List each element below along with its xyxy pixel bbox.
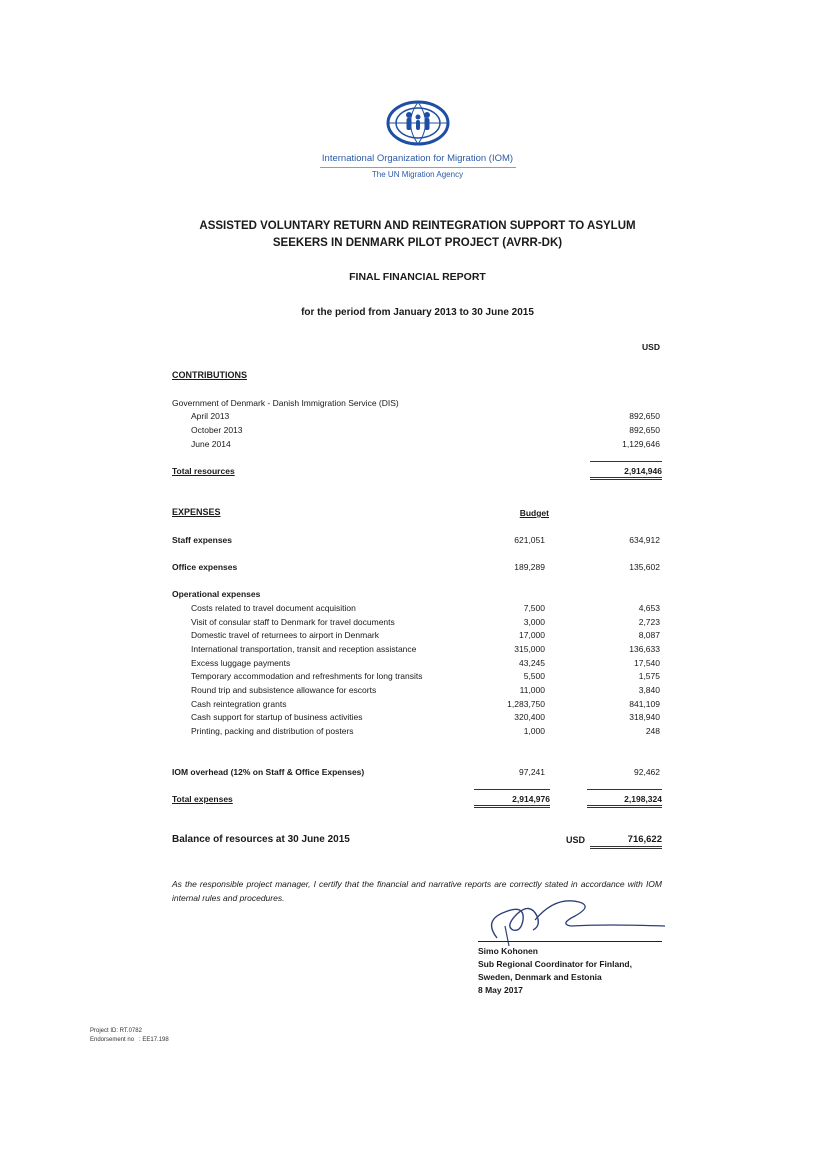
- expense-line-actual: 4,653: [638, 603, 660, 613]
- expense-line-budget: 1,283,750: [507, 699, 545, 709]
- expense-line-label: Printing, packing and distribution of posters: [191, 726, 354, 736]
- total-expenses-actual: [587, 789, 662, 808]
- iom-logo-icon: [385, 100, 451, 146]
- contribution-amount: 892,650: [629, 425, 660, 435]
- report-subtitle: FINAL FINANCIAL REPORT: [349, 271, 486, 283]
- report-title-line2: SEEKERS IN DENMARK PILOT PROJECT (AVRR-DK): [272, 237, 563, 249]
- contribution-amount: 892,650: [629, 411, 660, 421]
- expense-line-budget: 5,500: [523, 671, 545, 681]
- total-expenses-budget: [474, 789, 550, 808]
- signatory-position-line1: Sub Regional Coordinator for Finland,: [478, 959, 632, 969]
- organization-tagline: The UN Migration Agency: [371, 170, 464, 179]
- overhead-label: IOM overhead (12% on Staff & Office Expenses): [172, 767, 365, 777]
- report-title-line1: ASSISTED VOLUNTARY RETURN AND REINTEGRATION SUPPORT TO ASYLUM: [199, 220, 636, 232]
- expense-line-actual: 318,940: [629, 712, 660, 722]
- expense-line-actual: 8,087: [638, 630, 660, 640]
- balance-label: Balance of resources at 30 June 2015: [172, 834, 350, 845]
- expense-line-actual: 3,840: [638, 685, 660, 695]
- expense-line-actual: 17,540: [634, 658, 660, 668]
- expense-line-actual: 1,575: [638, 671, 660, 681]
- contributions-heading: CONTRIBUTIONS: [172, 370, 247, 380]
- expense-line-label: Visit of consular staff to Denmark for travel documents: [191, 617, 395, 627]
- certification-statement: As the responsible project manager, I certify that the financial and narrative reports are correctly stated in accordance with IOM internal rules and procedures.: [172, 879, 662, 903]
- footer-block: [90, 1027, 169, 1045]
- total-resources-value: 2,914,946: [590, 461, 662, 480]
- total-expenses-budget-value: 2,914,976: [474, 789, 550, 808]
- header-divider: [320, 167, 516, 168]
- signatory-block: [478, 945, 632, 997]
- endorsement-number: Endorsement no : EE17.198: [90, 1037, 169, 1043]
- expense-line-label: Cash support for startup of business activities: [191, 712, 363, 722]
- expense-line-actual: 248: [645, 726, 660, 736]
- total-expenses-label: Total expenses: [172, 794, 233, 804]
- operational-expenses-heading: Operational expenses: [172, 589, 261, 599]
- expense-line-label: Domestic travel of returnees to airport in Denmark: [191, 630, 380, 640]
- expense-line-actual: 2,723: [638, 617, 660, 627]
- expenses-heading: EXPENSES: [172, 507, 221, 517]
- budget-column-header: Budget: [519, 508, 549, 518]
- expense-line-label: Costs related to travel document acquisition: [191, 603, 356, 613]
- expense-line-label: Excess luggage payments: [191, 658, 291, 668]
- expense-line-label: Cash reintegration grants: [191, 699, 287, 709]
- office-expenses-label: Office expenses: [172, 562, 238, 572]
- total-resources-amount: [590, 461, 662, 480]
- balance-amount: 716,622: [590, 834, 662, 849]
- expense-line-budget: 3,000: [523, 617, 545, 627]
- staff-expenses-actual: 634,912: [629, 535, 660, 545]
- office-expenses-budget: 189,289: [514, 562, 545, 572]
- staff-expenses-label: Staff expenses: [172, 535, 232, 545]
- currency-header: USD: [642, 342, 660, 352]
- report-title: [150, 218, 685, 252]
- signatory-name: Simo Kohonen: [478, 946, 538, 956]
- total-expenses-actual-value: 2,198,324: [587, 789, 662, 808]
- expense-line-budget: 320,400: [514, 712, 545, 722]
- expense-line-budget: 43,245: [519, 658, 545, 668]
- expense-line-budget: 11,000: [519, 685, 545, 695]
- report-period: for the period from January 2013 to 30 June 2015: [301, 307, 534, 318]
- overhead-budget: 97,241: [519, 767, 545, 777]
- expense-line-actual: 136,633: [629, 644, 660, 654]
- contribution-label: April 2013: [191, 411, 230, 421]
- contribution-label: June 2014: [191, 439, 231, 449]
- contribution-amount: 1,129,646: [622, 439, 660, 449]
- signature-date: 8 May 2017: [478, 985, 523, 995]
- expense-line-budget: 1,000: [523, 726, 545, 736]
- expense-line-budget: 7,500: [523, 603, 545, 613]
- overhead-actual: 92,462: [634, 767, 660, 777]
- total-resources-label: Total resources: [172, 466, 235, 476]
- contribution-label: October 2013: [191, 425, 243, 435]
- expense-line-label: International transportation, transit and reception assistance: [191, 644, 417, 654]
- office-expenses-actual: 135,602: [629, 562, 660, 572]
- expense-line-budget: 315,000: [514, 644, 545, 654]
- signature-line: [478, 941, 662, 942]
- organization-name: International Organization for Migration (IOM): [321, 153, 514, 164]
- project-id: Project ID: RT.0782: [90, 1028, 142, 1034]
- expense-line-label: Round trip and subsistence allowance for escorts: [191, 685, 377, 695]
- staff-expenses-budget: 621,051: [514, 535, 545, 545]
- expense-line-label: Temporary accommodation and refreshments for long transits: [191, 671, 423, 681]
- signatory-position-line2: Sweden, Denmark and Estonia: [478, 972, 602, 982]
- balance-currency: USD: [566, 835, 586, 845]
- expense-line-actual: 841,109: [629, 699, 660, 709]
- donor-name: Government of Denmark - Danish Immigration Service (DIS): [172, 398, 399, 408]
- expense-line-budget: 17,000: [519, 630, 545, 640]
